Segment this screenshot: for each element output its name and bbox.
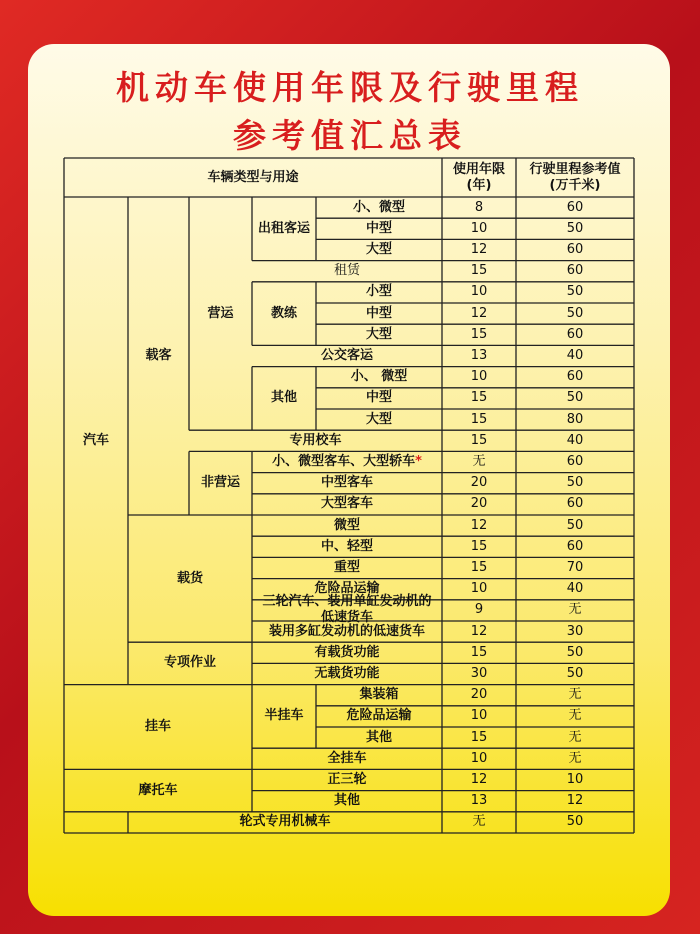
row-years: 无: [472, 814, 486, 830]
row-years: 15: [470, 729, 488, 745]
row-mileage: 50: [566, 665, 584, 681]
row-mileage: 无: [568, 708, 582, 724]
row-label: 大型: [365, 411, 392, 427]
row-label: 小型: [365, 284, 392, 300]
label-taxi: 出租客运: [257, 220, 310, 236]
row-years: 12: [470, 517, 488, 533]
row-years: 12: [470, 771, 488, 787]
row-mileage: 无: [568, 750, 582, 766]
row-label: 中型: [365, 305, 392, 321]
row-mileage: 50: [566, 517, 584, 533]
row-label: 全挂车: [327, 750, 367, 766]
row-mileage: 60: [566, 241, 584, 257]
row-label: 大型: [365, 326, 392, 342]
row-mileage: 60: [566, 453, 584, 469]
row-years: 10: [470, 369, 488, 385]
row-years: 15: [470, 559, 488, 575]
row-label: 微型: [333, 517, 360, 533]
row-mileage: 无: [568, 602, 582, 618]
header-mileage-line: 行驶里程参考值: [529, 161, 621, 177]
label-semi-trailer: 半挂车: [264, 708, 304, 724]
row-years: 30: [470, 665, 488, 681]
row-years: 15: [470, 644, 488, 660]
row-mileage: 60: [566, 369, 584, 385]
row-label: 中型客车: [320, 475, 373, 491]
row-years: 20: [470, 687, 488, 703]
label-rental: 租赁: [333, 263, 360, 279]
header-vehicle-type: 车辆类型与用途: [207, 169, 299, 185]
row-mileage: 60: [566, 538, 584, 554]
row-label: 危险品运输: [346, 708, 412, 724]
row-mileage: 50: [566, 305, 584, 321]
asterisk-mark: *: [415, 453, 422, 469]
row-years: 15: [470, 263, 488, 279]
row-label: 中型: [365, 220, 392, 236]
label-passenger: 载客: [145, 348, 172, 363]
row-years: 9: [474, 602, 484, 618]
row-label: 大型: [365, 241, 392, 257]
row-years: 15: [470, 432, 488, 448]
row-mileage: 70: [566, 559, 584, 575]
row-mileage: 80: [566, 411, 584, 427]
label-other-commercial: 其他: [270, 390, 297, 406]
label-school-bus: 专用校车: [289, 432, 342, 448]
row-mileage: 50: [566, 284, 584, 300]
header-years: [442, 158, 516, 197]
row-years: 15: [470, 390, 488, 406]
row-years: 12: [470, 241, 488, 257]
row-label: 小、 微型: [350, 369, 408, 385]
row-years: 13: [470, 793, 488, 809]
row-mileage: 50: [566, 390, 584, 406]
label-non-commercial: 非营运: [200, 475, 240, 491]
row-label: 其他: [333, 793, 360, 809]
row-mileage: 60: [566, 263, 584, 279]
row-label: 正三轮: [327, 771, 367, 787]
row-mileage: 50: [566, 644, 584, 660]
label-motorcycle: 摩托车: [138, 782, 178, 798]
label-commercial: 营运: [207, 305, 234, 321]
header-years-line: 使用年限: [452, 161, 505, 177]
row-mileage: 40: [566, 347, 584, 363]
label-training: 教练: [270, 305, 297, 321]
row-years: 12: [470, 623, 488, 639]
row-years: 15: [470, 326, 488, 342]
row-label: 危险品运输: [314, 581, 380, 597]
row-mileage: 40: [566, 432, 584, 448]
row-mileage: 50: [566, 814, 584, 830]
row-years: 10: [470, 750, 488, 766]
row-mileage: 无: [568, 687, 582, 703]
row-years: 8: [474, 199, 484, 215]
row-mileage: 无: [568, 729, 582, 745]
row-years: 10: [470, 284, 488, 300]
row-mileage: 50: [566, 220, 584, 236]
row-label: 重型: [333, 559, 360, 575]
row-mileage: 40: [566, 581, 584, 597]
row-years: 10: [470, 581, 488, 597]
row-years: 10: [470, 220, 488, 236]
row-label: 集装箱: [359, 687, 399, 703]
row-years: 13: [470, 347, 488, 363]
row-label: 中、轻型: [320, 538, 373, 554]
row-mileage: 60: [566, 326, 584, 342]
header-mileage-line: (万千米): [549, 177, 601, 193]
row-label: 小、微型客车、大型轿车 *: [272, 453, 422, 469]
row-mileage: 10: [566, 771, 584, 787]
row-label: 有载货功能: [314, 644, 380, 660]
row-years: 10: [470, 708, 488, 724]
label-special: 专项作业: [163, 655, 216, 671]
title-line-2: 参考值汇总表: [233, 116, 467, 155]
label-bus: 公交客运: [320, 347, 373, 363]
row-years: 15: [470, 411, 488, 427]
row-label: 无载货功能: [314, 665, 380, 681]
row-years: 20: [470, 496, 488, 512]
row-years: 无: [472, 453, 486, 469]
label-machinery: 轮式专用机械车: [239, 814, 331, 830]
row-mileage: 50: [566, 475, 584, 491]
row-label: 中型: [365, 390, 392, 406]
label-trailer: 挂车: [144, 718, 171, 734]
header-mileage: [516, 158, 634, 197]
row-years: 20: [470, 475, 488, 491]
row-label: 三轮汽车、装用单缸发动机的低速货车: [262, 594, 432, 626]
row-mileage: 60: [566, 199, 584, 215]
header-years-line: (年): [466, 177, 492, 193]
row-years: 12: [470, 305, 488, 321]
title-line-1: 机动车使用年限及行驶里程: [116, 68, 584, 107]
row-mileage: 30: [566, 623, 584, 639]
row-label: 其他: [365, 729, 392, 745]
row-label: 大型客车: [320, 496, 373, 512]
row-mileage: 12: [566, 793, 584, 809]
row-label: 装用多缸发动机的低速货车: [268, 623, 425, 639]
row-label: 小、微型: [352, 199, 405, 215]
label-cargo: 载货: [176, 570, 203, 586]
row-years: 15: [470, 538, 488, 554]
row-mileage: 60: [566, 496, 584, 512]
label-car: 汽车: [82, 432, 109, 448]
